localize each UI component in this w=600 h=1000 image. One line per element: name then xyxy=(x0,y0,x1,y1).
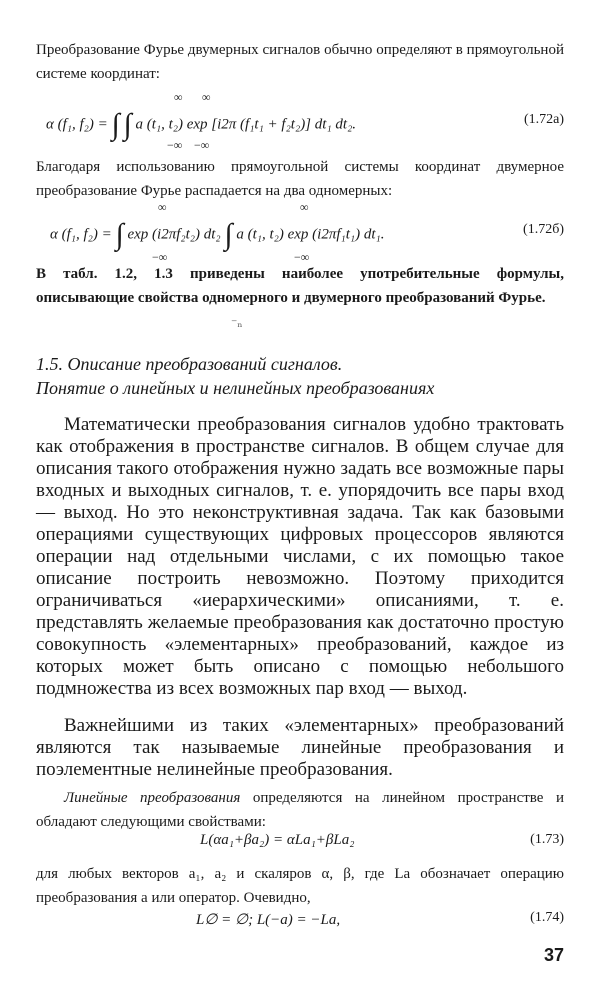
paragraph-elementary: Важнейшими из таких «элементарных» преобразований являются так называемые линейные преобразования и поэлементные нелинейные преобразования. xyxy=(36,715,564,780)
integral-sign: ∫ xyxy=(123,108,132,141)
lower-limit: −∞ xyxy=(167,138,183,152)
eq-text: L(αa₁+βa₂) = αLa₁+βLa₂ xyxy=(200,832,355,848)
eq-part2: a (t₁, t₂) exp (i2πf₁t₁) dt₁. xyxy=(236,226,385,243)
term-linear-transforms: Линейные преобразования xyxy=(64,790,241,806)
upper-limit: ∞ xyxy=(174,90,183,104)
equation-1-74 xyxy=(36,910,564,934)
section-heading-line2: Понятие о линейных и нелинейных преобразованиях xyxy=(36,378,435,398)
upper-limit: ∞ xyxy=(158,200,167,214)
eq-part1: exp (i2πf₂t₂) dt₂ xyxy=(127,226,221,243)
paragraph-tables: В табл. 1.2, 1.3 приведены наиболее употребительные формулы, описывающие свойства одномерного и двумерного преобразований Фурье. xyxy=(36,266,564,306)
eq-text: L∅ = ∅; L(−a) = −La, xyxy=(196,912,341,928)
page-number: 37 xyxy=(543,945,564,965)
equation-1-72a xyxy=(36,90,564,160)
lower-limit: −∞ xyxy=(152,250,168,264)
paragraph-linear-def-rest: определяются на линейном пространстве и обладают следующими свойствами: xyxy=(36,790,564,830)
eq-integrand: a (t₁, t₂) exp [i2π (f₁t₁ + f₂t₂)] dt₁ dt₂. xyxy=(135,116,357,133)
paragraph-transforms: Математически преобразования сигналов удобно трактовать как отображения в пространстве сигналов. В общем случае для описания такого отображения нужно задать все возможные пары входных и выходных сигналов, т. е. упорядочить все пары вход — выход. Но это неконструктивная задача. Так как базовыми операциями существующих цифровых процессоров являются операции над отдельными числами, с их помощью такое описание построить невозможно. Поэтому приходится ограничиваться «иерархическими» описаниями, т. е. представлять желаемые преобразования как достаточно простую совокупность «элементарных» преобразований, каждое из которых может быть описано с помощью небольшого подмножества из всех возможных пар вход — выход. xyxy=(36,414,564,699)
paragraph-vectors: для любых векторов a₁, a₂ и скаляров α, β, где La обозначает операцию преобразования a или оператор. Очевидно, xyxy=(36,866,564,906)
equation-number: (1.72б) xyxy=(523,222,564,237)
integral-sign: ∫ xyxy=(115,218,124,251)
upper-limit: ∞ xyxy=(300,200,309,214)
eq-lhs: α (f₁, f₂) = xyxy=(50,226,112,243)
section-heading-line1: 1.5. Описание преобразований сигналов. xyxy=(36,354,343,374)
lower-limit: −∞ xyxy=(194,138,210,152)
document-page xyxy=(36,0,564,1000)
eq-lhs: α (f₁, f₂) = xyxy=(46,116,108,133)
integral-sign: ∫ xyxy=(111,108,120,141)
integral-sign: ∫ xyxy=(224,218,233,251)
paragraph-separable: Благодаря использованию прямоугольной системы координат двумерное преобразование Фурье распадается на два одномерных: xyxy=(36,159,564,199)
equation-1-73 xyxy=(36,832,564,856)
upper-limit: ∞ xyxy=(202,90,211,104)
paragraph-linear-def xyxy=(36,786,564,834)
paragraph-fourier-intro: Преобразование Фурье двумерных сигналов обычно определяют в прямоугольной системе координат: xyxy=(36,42,564,82)
equation-number: (1.73) xyxy=(530,832,564,847)
stray-mark: ⁻ₙ xyxy=(231,316,243,330)
lower-limit: −∞ xyxy=(294,250,310,264)
equation-number: (1.72а) xyxy=(523,112,564,127)
equation-number: (1.74) xyxy=(530,910,564,925)
